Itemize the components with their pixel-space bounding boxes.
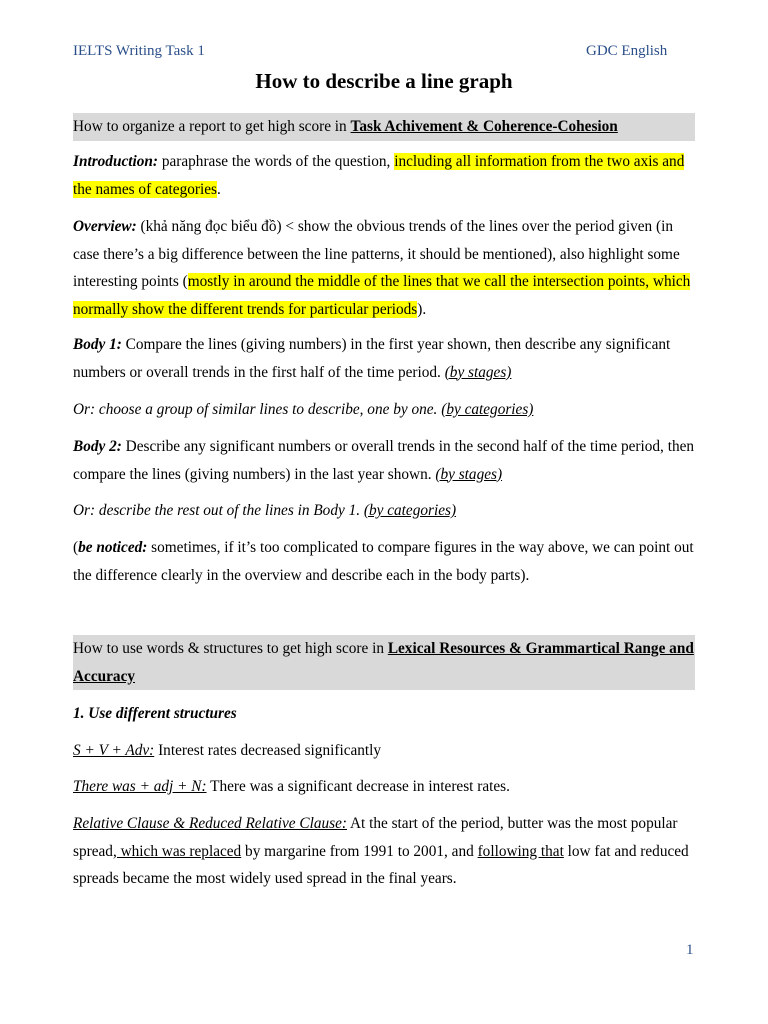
or2-paragraph bbox=[73, 497, 695, 525]
note-label: be noticed: bbox=[78, 539, 148, 556]
section-heading-organize bbox=[73, 113, 695, 141]
note-paragraph bbox=[73, 534, 695, 589]
body2-tag: (by stages) bbox=[435, 465, 503, 483]
structure-2-text: There was a significant decrease in interest rates. bbox=[206, 778, 510, 795]
intro-text: paraphrase the words of the question, bbox=[158, 153, 395, 170]
structure-3 bbox=[73, 810, 695, 893]
or1-tag: (by categories) bbox=[441, 401, 534, 418]
header-right: GDC English bbox=[586, 43, 668, 59]
overview-text: (khả năng đọc biểu đồ) < show the obvious trends of the lines over the period given (in case there’s a big difference between the line patterns, it should be mentioned), also highlight some interesting points ( bbox=[73, 218, 680, 290]
section-heading-bold: Task Achivement & Coherence-Cohesion bbox=[350, 118, 618, 135]
body2-text: Describe any significant numbers or overall trends in the second half of the time period, then compare the lines (giving numbers) in the last year shown. bbox=[73, 438, 695, 483]
overview-end: ). bbox=[417, 300, 427, 318]
note-text: sometimes, if it’s too complicated to compare figures in the way above, we can point out the difference clearly in the overview and describe each in the body parts). bbox=[73, 539, 694, 584]
structure-3-text3: low fat and reduced spreads became the most widely used spread in the final years. bbox=[73, 842, 689, 887]
body1-label: Body 1: bbox=[73, 336, 122, 353]
section2-heading-prefix: How to use words & structures to get high score in bbox=[73, 640, 388, 657]
overview-paragraph bbox=[73, 213, 695, 323]
note-open: ( bbox=[73, 539, 79, 556]
section-heading-prefix: How to organize a report to get high score in bbox=[73, 118, 351, 135]
body1-text: Compare the lines (giving numbers) in the first year shown, then describe any significant numbers or overall trends in the first half of the time period. bbox=[73, 336, 671, 381]
body1-tag: (by stages) bbox=[444, 363, 512, 381]
structure-1-text: Interest rates decreased significantly bbox=[154, 742, 382, 759]
structure-3-underline2: following that bbox=[477, 842, 564, 860]
or2-text: Or: describe the rest out of the lines in Body 1. bbox=[73, 502, 364, 519]
intro-label: Introduction: bbox=[73, 153, 159, 170]
header-left: IELTS Writing Task 1 bbox=[73, 43, 205, 59]
or1-paragraph bbox=[73, 396, 695, 424]
overview-label: Overview: bbox=[73, 218, 137, 235]
section-heading-lexical bbox=[73, 635, 695, 690]
intro-end: . bbox=[216, 180, 221, 198]
section2-heading-bold: Lexical Resources & Grammartical Range and Accuracy bbox=[73, 640, 694, 685]
body1-paragraph bbox=[73, 331, 695, 386]
page-number: 1 bbox=[686, 942, 694, 958]
intro-highlight: including all information from the two axis and the names of categories bbox=[73, 153, 685, 198]
page-title: How to describe a line graph bbox=[255, 69, 513, 93]
intro-paragraph bbox=[73, 148, 695, 203]
structures-heading bbox=[73, 700, 695, 728]
overview-highlight: mostly in around the middle of the lines that we call the intersection points, which normally show the different trends for particular periods bbox=[73, 273, 691, 318]
structure-3-text1: At the start of the period, butter was the most popular spread bbox=[73, 815, 678, 860]
structure-1 bbox=[73, 737, 695, 765]
or1-text: Or: choose a group of similar lines to describe, one by one. bbox=[73, 401, 442, 418]
structure-3-label: Relative Clause & Reduced Relative Clause: bbox=[73, 815, 347, 832]
structure-3-text2: by margarine from 1991 to 2001, and bbox=[241, 842, 478, 860]
structure-2-label: There was + adj + N: bbox=[73, 778, 207, 795]
structures-heading-text: 1. Use different structures bbox=[73, 705, 237, 722]
structure-1-label: S + V + Adv: bbox=[73, 742, 155, 759]
structure-3-underline1: , which was replaced bbox=[112, 842, 242, 860]
structure-2 bbox=[73, 773, 695, 801]
body2-label: Body 2: bbox=[73, 438, 122, 455]
or2-tag: (by categories) bbox=[363, 502, 457, 519]
body2-paragraph bbox=[73, 433, 695, 488]
